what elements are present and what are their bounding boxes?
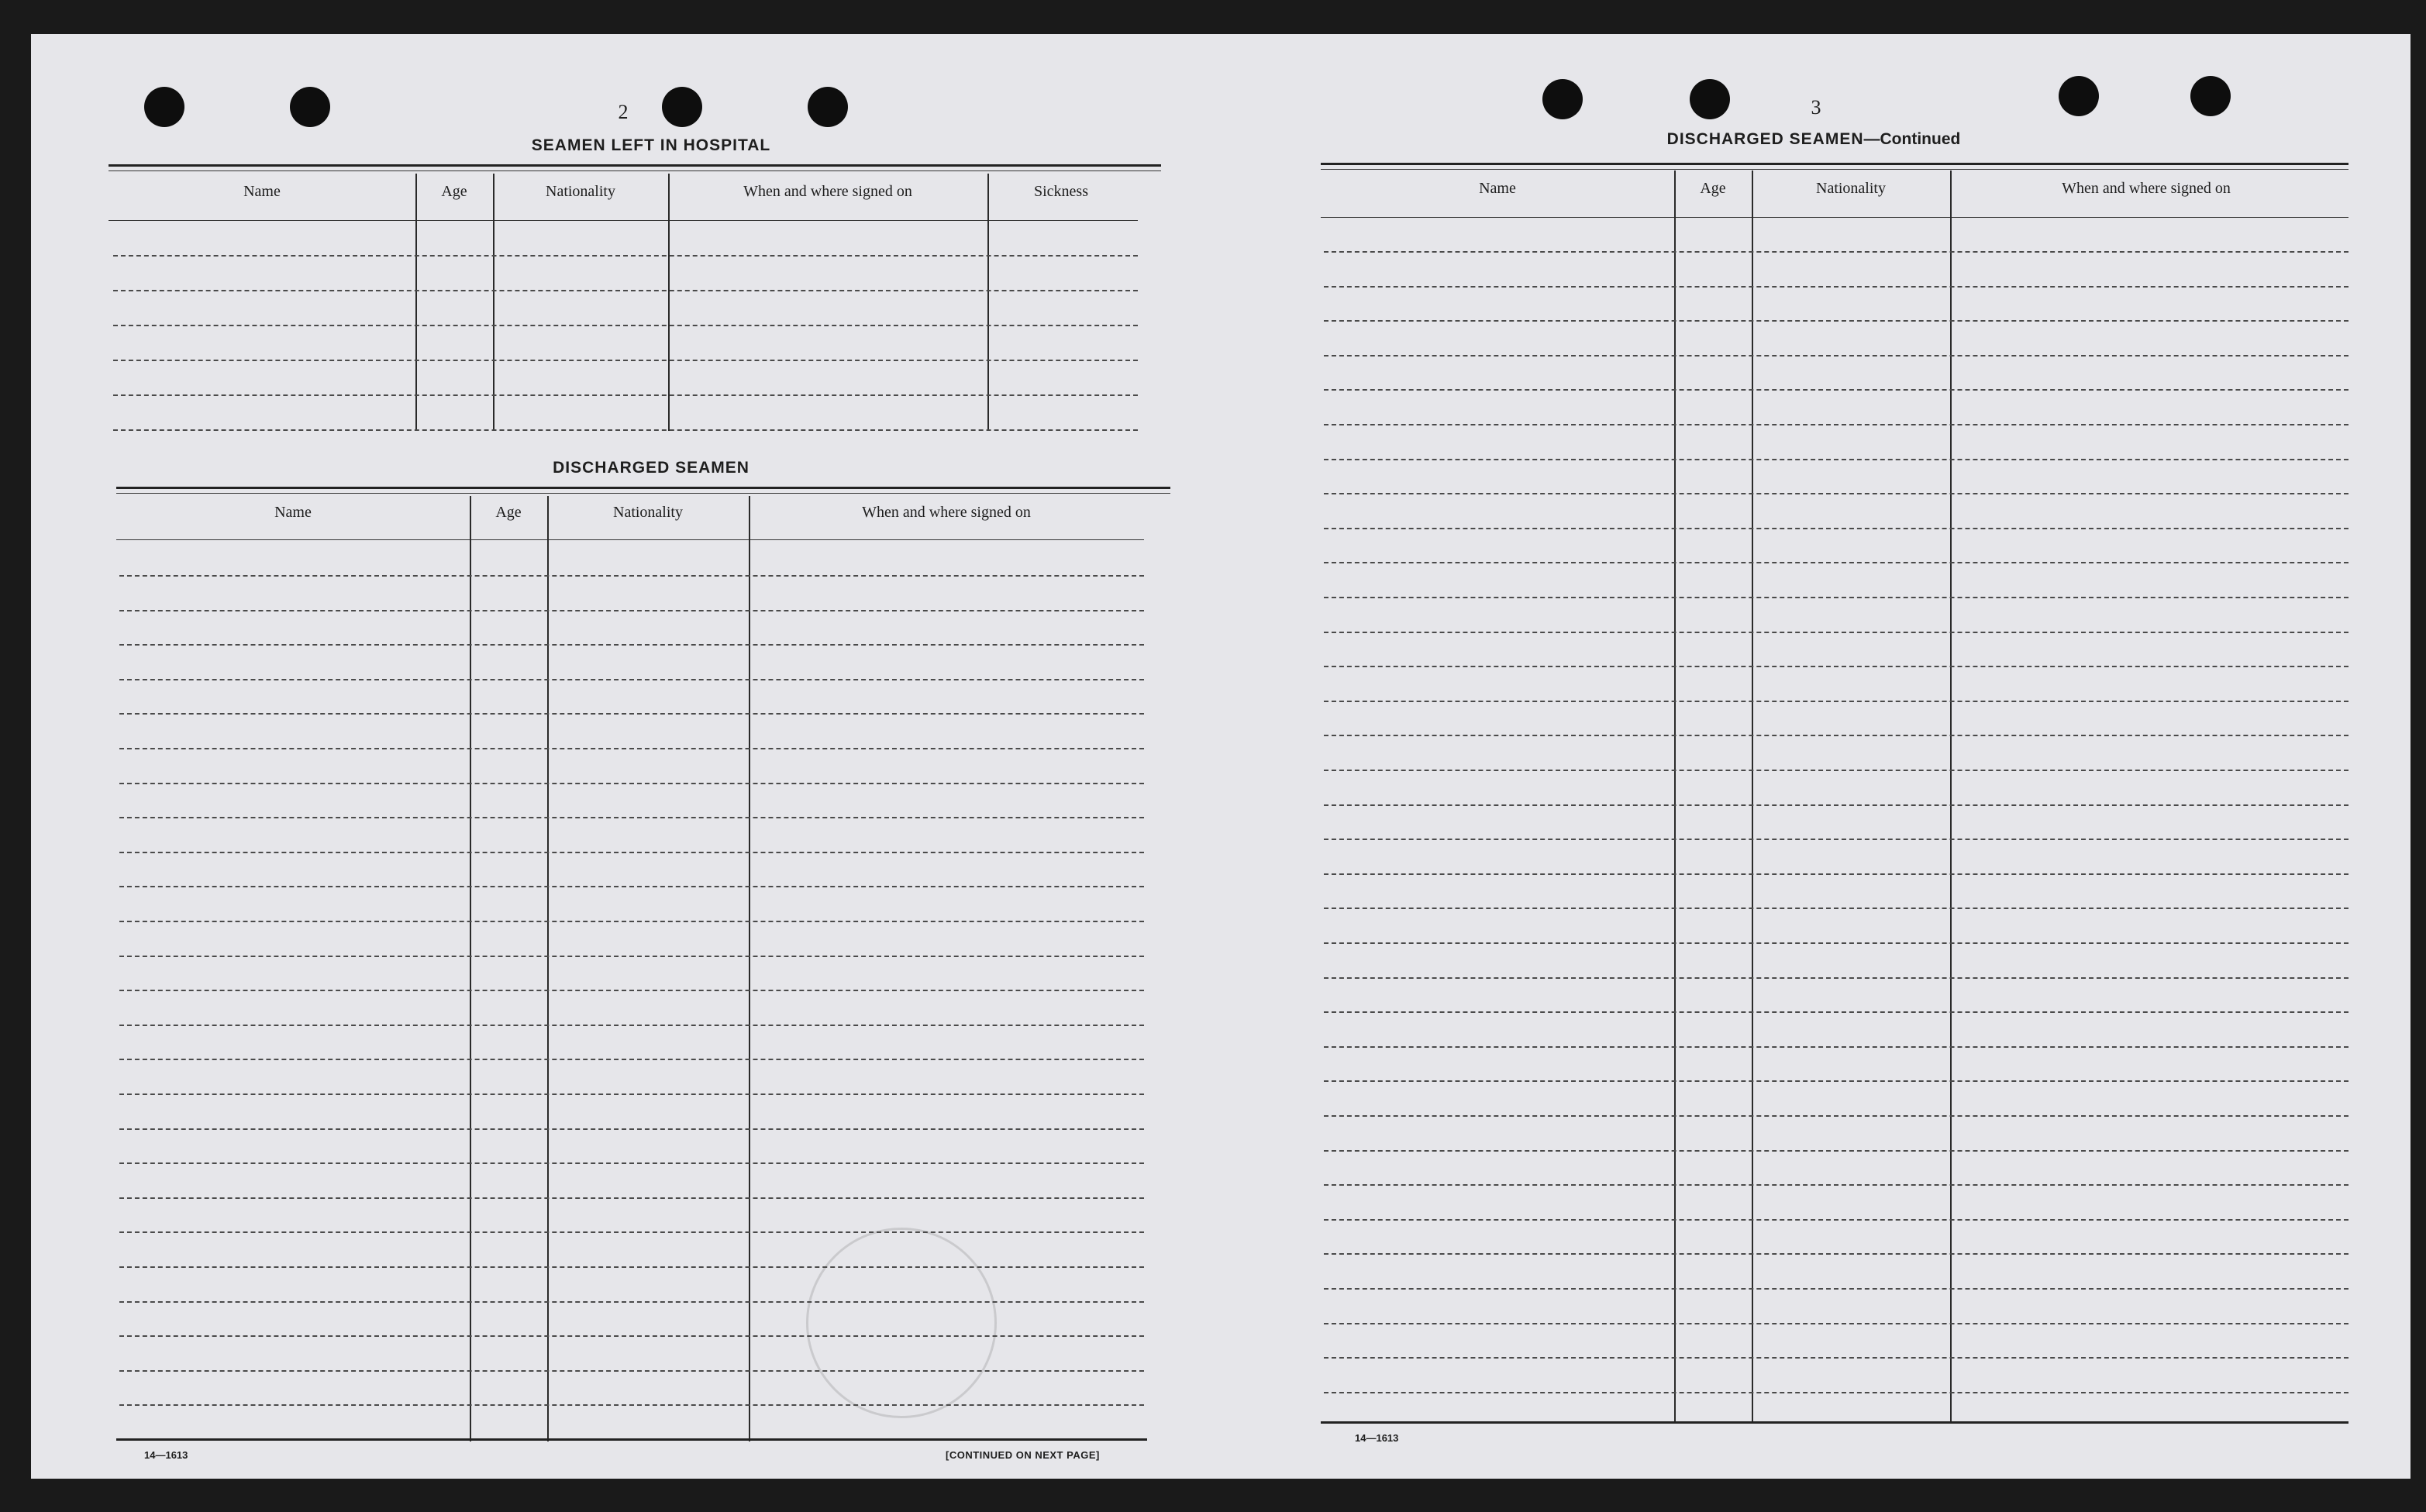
page-number: 3 [1811, 96, 1821, 119]
entry-line [1324, 528, 2348, 529]
punch-hole [144, 87, 184, 127]
rule [116, 493, 1170, 494]
continued-note: [CONTINUED ON NEXT PAGE] [946, 1449, 1100, 1461]
entry-line [1324, 493, 2348, 494]
punch-hole [808, 87, 848, 127]
entry-line [1324, 459, 2348, 460]
faded-stamp [806, 1228, 997, 1418]
entry-line [1324, 286, 2348, 288]
column-divider [470, 496, 471, 1441]
title-continued: —Continued [1863, 130, 1961, 148]
entry-line [113, 325, 1138, 326]
entry-line [119, 817, 1144, 818]
column-divider [415, 174, 417, 431]
entry-line [1324, 424, 2348, 425]
entry-line [1324, 1184, 2348, 1186]
entry-line [1324, 701, 2348, 702]
entry-line [1324, 804, 2348, 806]
rule [116, 487, 1170, 489]
scanned-form-sheet [31, 34, 2410, 1479]
entry-line [1324, 1219, 2348, 1221]
entry-line [119, 644, 1144, 646]
punch-hole [1542, 79, 1583, 119]
entry-line [1324, 562, 2348, 563]
rule [109, 170, 1161, 171]
col-header-age: Age [441, 183, 467, 200]
entry-line [119, 748, 1144, 749]
form-number: 14—1613 [1355, 1432, 1399, 1444]
rule [1321, 169, 2348, 170]
bottom-rule [116, 1438, 1147, 1441]
entry-line [119, 1197, 1144, 1199]
entry-line [1324, 355, 2348, 356]
entry-line [119, 679, 1144, 680]
left-page [31, 34, 1194, 1479]
entry-line [1324, 1323, 2348, 1324]
column-divider [547, 496, 549, 1441]
entry-line [119, 1094, 1144, 1095]
entry-line [1324, 320, 2348, 322]
header-rule [109, 220, 1138, 221]
entry-line [1324, 839, 2348, 840]
entry-line [119, 713, 1144, 715]
entry-line [119, 1231, 1144, 1233]
entry-line [119, 1404, 1144, 1406]
entry-line [119, 783, 1144, 784]
col-header-name: Name [274, 504, 312, 521]
bottom-rule [1321, 1421, 2348, 1424]
entry-line [1324, 873, 2348, 875]
punch-hole [1690, 79, 1730, 119]
entry-line [113, 290, 1138, 291]
right-page [1240, 34, 2403, 1479]
entry-line [1324, 977, 2348, 979]
column-divider [668, 174, 670, 431]
entry-line [119, 990, 1144, 991]
entry-line [113, 394, 1138, 396]
punch-hole [2190, 76, 2231, 116]
entry-line [1324, 597, 2348, 598]
rule [109, 164, 1161, 167]
title-main: DISCHARGED SEAMEN [1666, 130, 1864, 148]
entry-line [119, 1128, 1144, 1130]
column-divider [1752, 170, 1753, 1423]
entry-line [119, 610, 1144, 611]
entry-line [1324, 389, 2348, 391]
entry-line [113, 360, 1138, 361]
entry-line [119, 1266, 1144, 1268]
col-header-nationality: Nationality [1816, 180, 1886, 197]
entry-line [1324, 1046, 2348, 1048]
col-header-sickness: Sickness [1034, 183, 1088, 200]
entry-line [1324, 908, 2348, 909]
entry-line [1324, 1150, 2348, 1152]
punch-hole [2059, 76, 2099, 116]
entry-line [1324, 1115, 2348, 1117]
col-header-signed-on: When and where signed on [2062, 180, 2231, 197]
header-rule [1321, 217, 2348, 218]
col-header-age: Age [495, 504, 522, 521]
entry-line [1324, 666, 2348, 667]
entry-line [1324, 1392, 2348, 1393]
column-divider [1674, 170, 1676, 1423]
entry-line [113, 255, 1138, 257]
col-header-name: Name [1479, 180, 1516, 197]
hospital-section-title: SEAMEN LEFT IN HOSPITAL [531, 136, 771, 154]
entry-line [1324, 1357, 2348, 1359]
entry-line [119, 575, 1144, 577]
entry-line [1324, 251, 2348, 253]
column-divider [987, 174, 989, 431]
discharged-continued-title [1597, 130, 2031, 149]
punch-hole [290, 87, 330, 127]
entry-line [1324, 1253, 2348, 1255]
entry-line [119, 1059, 1144, 1060]
entry-line [1324, 1080, 2348, 1082]
column-divider [749, 496, 750, 1441]
entry-line [113, 429, 1138, 431]
punch-hole [662, 87, 702, 127]
entry-line [119, 956, 1144, 957]
discharged-section-title: DISCHARGED SEAMEN [553, 459, 750, 477]
entry-line [119, 1370, 1144, 1372]
header-rule [116, 539, 1144, 540]
entry-line [1324, 770, 2348, 771]
col-header-age: Age [1700, 180, 1726, 197]
col-header-nationality: Nationality [546, 183, 615, 200]
form-number: 14—1613 [144, 1449, 188, 1461]
entry-line [119, 921, 1144, 922]
col-header-name: Name [243, 183, 281, 200]
rule [1321, 163, 2348, 165]
page-number: 2 [618, 101, 629, 123]
entry-line [119, 852, 1144, 853]
entry-line [1324, 735, 2348, 736]
entry-line [119, 886, 1144, 887]
entry-line [1324, 1288, 2348, 1290]
entry-line [1324, 1011, 2348, 1013]
column-divider [1950, 170, 1952, 1423]
entry-line [1324, 632, 2348, 633]
col-header-nationality: Nationality [613, 504, 683, 521]
column-divider [493, 174, 495, 431]
col-header-signed-on: When and where signed on [862, 504, 1031, 521]
entry-line [119, 1025, 1144, 1026]
entry-line [1324, 942, 2348, 944]
col-header-signed-on: When and where signed on [743, 183, 912, 200]
entry-line [119, 1162, 1144, 1164]
